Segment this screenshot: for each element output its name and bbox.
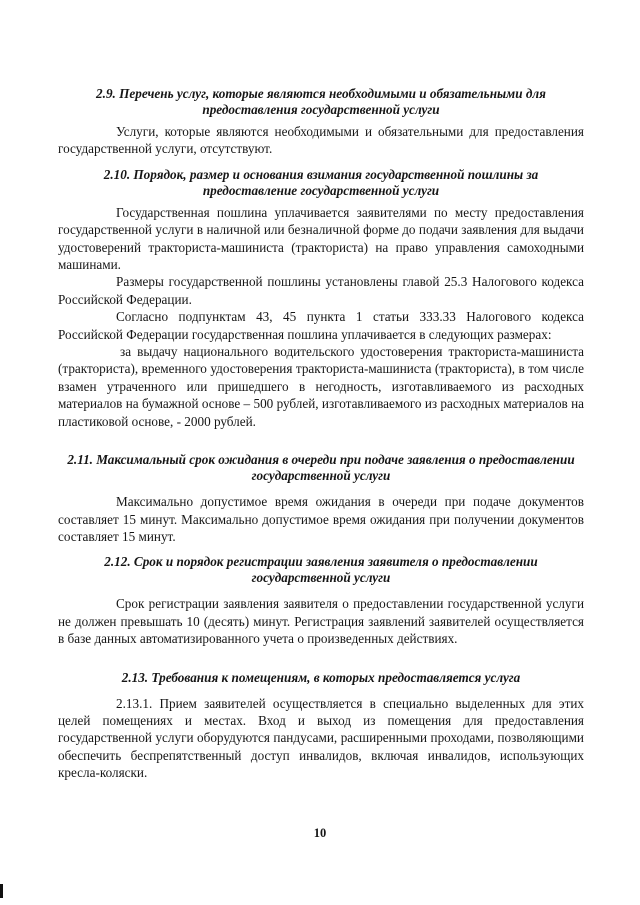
paragraph: Размеры государственной пошлины установлены главой 25.3 Налогового кодекса Российской Федерации. xyxy=(58,274,584,307)
page-content xyxy=(58,86,584,782)
page-number: 10 xyxy=(313,826,327,840)
section-heading: 2.13. Требования к помещениям, в которых предоставляется услуга xyxy=(121,669,521,685)
section-heading: 2.10. Порядок, размер и основания взимания государственной пошлины за предоставление государственной услуги xyxy=(103,166,539,198)
paragraph: Услуги, которые являются необходимыми и обязательными для предоставления государственной услуги, отсутствуют. xyxy=(58,124,584,157)
section-heading: 2.11. Максимальный срок ожидания в очереди при подаче заявления о предоставлении государственной услуги xyxy=(67,452,575,484)
paragraph: Срок регистрации заявления заявителя о предоставлении государственной услуги не должен превышать 10 (десять) минут. Регистрация заявлений заявителей осуществляется в базе данных автоматизированного учета о произведенных действиях. xyxy=(58,596,584,647)
paragraph: за выдачу национального водительского удостоверения тракториста-машиниста (тракториста), временного удостоверения тракториста-машиниста (тракториста), в том числе взамен утраченного или пришедшего в негодность, изготавливаемого из расходных материалов на бумажной основе – 500 рублей, изготавливаемого из расходных материалов на пластиковой основе, - 2000 рублей. xyxy=(58,344,584,429)
section-2-13 xyxy=(58,670,584,782)
scan-edge-mark xyxy=(0,884,3,898)
section-2-10 xyxy=(58,167,584,430)
section-heading: 2.12. Срок и порядок регистрации заявления заявителя о предоставлении государственной услуги xyxy=(104,554,538,586)
paragraph: Согласно подпунктам 43, 45 пункта 1 статьи 333.33 Налогового кодекса Российской Федерации государственная пошлина уплачивается в следующих размерах: xyxy=(58,309,584,342)
paragraph: 2.13.1. Прием заявителей осуществляется в специально выделенных для этих целей помещениях и местах. Вход и выход из помещения для предоставления государственной услуги оборудуются пандусами, расширенными проходами, позволяющими обеспечить беспрепятственный доступ инвалидов, включая инвалидов, использующих кресла-коляски. xyxy=(58,695,584,781)
paragraph: Максимально допустимое время ожидания в очереди при подаче документов составляет 15 минут. Максимально допустимое время ожидания при получении документов составляет 15 минут. xyxy=(58,494,584,544)
section-2-12 xyxy=(58,554,584,647)
section-2-9 xyxy=(58,86,584,158)
section-heading: 2.9. Перечень услуг, которые являются необходимыми и обязательными для предоставления государственной услуги xyxy=(96,86,546,117)
paragraph: Государственная пошлина уплачивается заявителями по месту предоставления государственной услуги в наличной или безналичной форме до подачи заявления для выдачи удостоверений тракториста-машиниста (тракториста) на право управления самоходными машинами. xyxy=(58,204,584,273)
section-2-11 xyxy=(58,452,584,545)
